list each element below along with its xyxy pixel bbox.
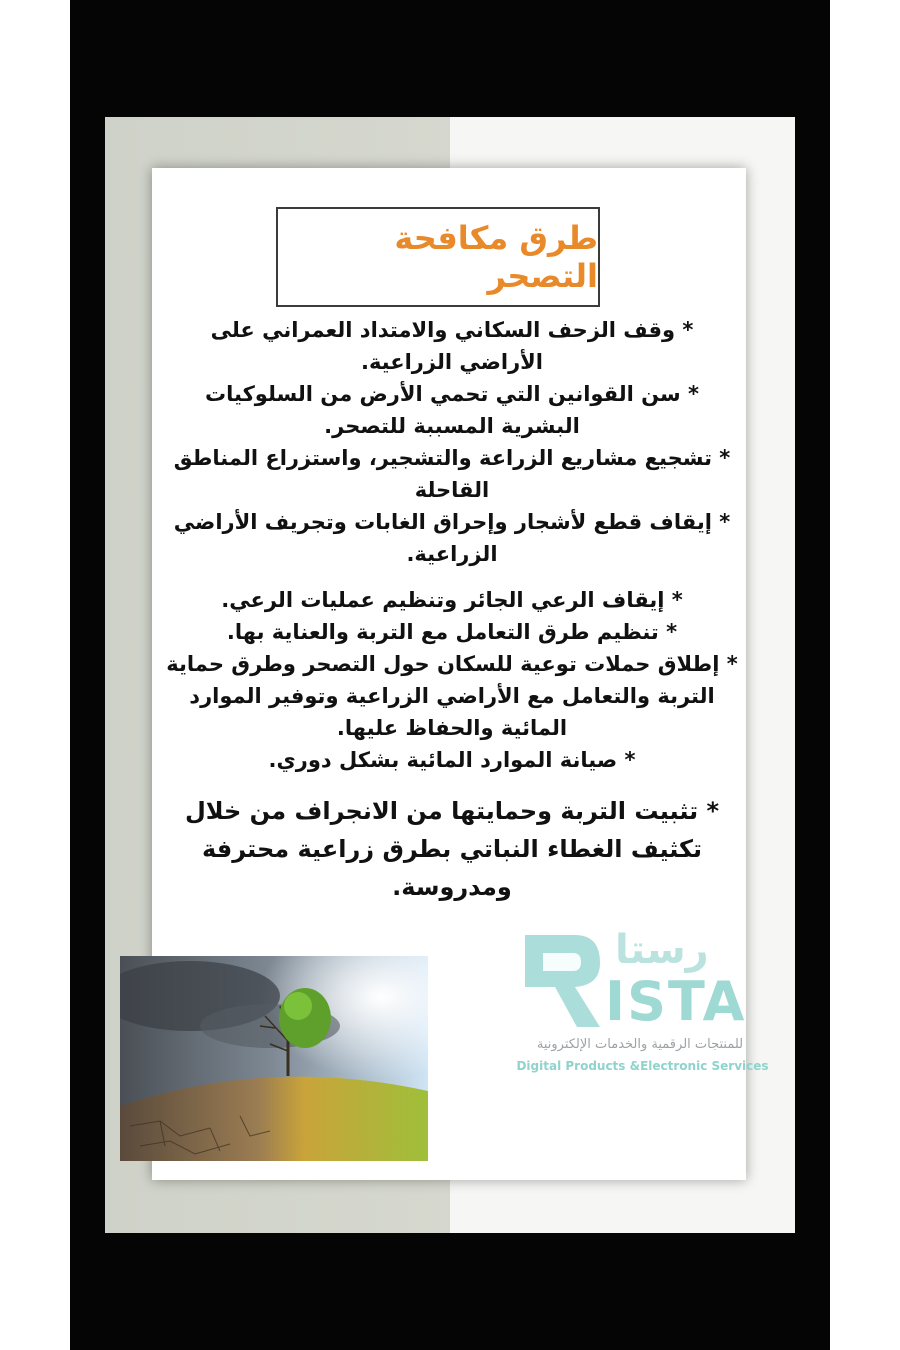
list-item: * إطلاق حملات توعية للسكان حول التصحر وطرق حماية التربة والتعامل مع الأراضي الزراعية وتوفير الموارد المائية والحفاظ عليها. [166,652,738,740]
list-item: * تنظيم طرق التعامل مع التربة والعناية بها. [226,620,678,644]
rista-logo-mark-icon [515,925,605,1030]
logo-english-name: ISTA [605,970,747,1033]
list-item: * صيانة الموارد المائية بشكل دوري. [268,748,636,772]
desertification-photo [120,956,428,1161]
poster-title: طرق مكافحة التصحر [394,219,598,295]
list-item: * تشجيع مشاريع الزراعة والتشجير، واستزراع المناطق القاحلة [173,446,731,502]
methods-list [166,314,738,906]
list-item: * سن القوانين التي تحمي الأرض من السلوكيات البشرية المسببة للتصحر. [205,382,699,438]
rista-logo [505,915,775,1085]
list-item: * وقف الزحف السكاني والامتداد العمراني على الأراضي الزراعية. [210,318,694,374]
list-item: * تثبيت التربة وحمايتها من الانجراف من خلال تكثيف الغطاء النباتي بطرق زراعية محترفة ومدروسة. [184,797,720,901]
title-box [276,207,600,307]
logo-arabic-name: رستا [615,927,709,973]
list-item: * إيقاف الرعي الجائر وتنظيم عمليات الرعي. [221,588,683,612]
logo-tagline-en: Digital Products &Electronic Services [516,1059,769,1073]
logo-tagline-ar: للمنتجات الرقمية والخدمات الإلكترونية [536,1037,744,1052]
list-item: * إيقاف قطع لأشجار وإحراق الغابات وتجريف الأراضي الزراعية. [173,510,731,566]
